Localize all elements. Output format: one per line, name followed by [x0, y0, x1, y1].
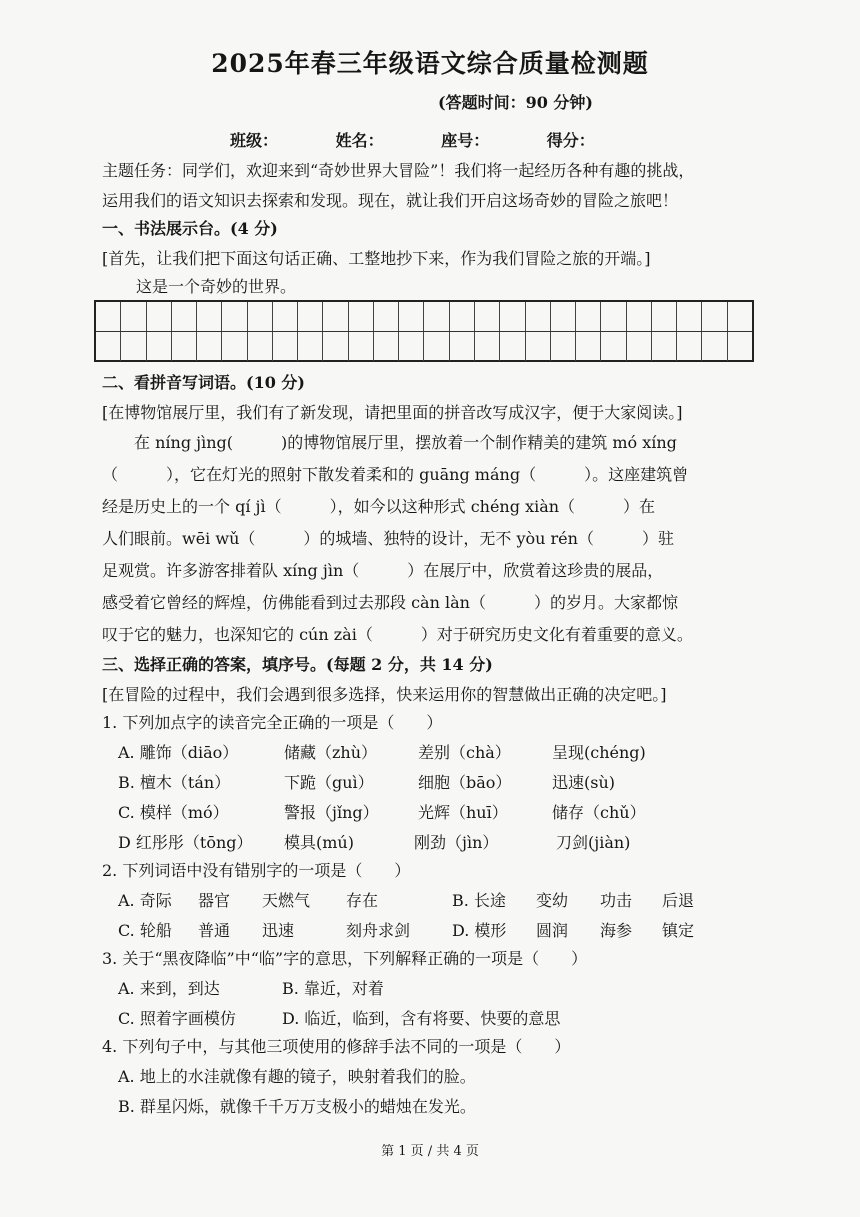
grid-cell[interactable] [374, 302, 399, 331]
q2-option-b-word: 变幼 [536, 891, 569, 910]
q4-option-a: A. 地上的水洼就像有趣的镜子，映射着我们的脸。 [118, 1067, 476, 1086]
q3-option-b: B. 靠近，对着 [282, 979, 384, 998]
q2-option-a: A. 奇际 [118, 891, 172, 910]
seat-field-label: 座号： [441, 131, 490, 150]
intro-line-1: 主题任务：同学们，欢迎来到“奇妙世界大冒险”！我们将一起经历各种有趣的挑战， [102, 161, 695, 180]
q1-option-c-word: 储存（chǔ） [552, 803, 646, 822]
grid-cell[interactable] [197, 332, 222, 361]
grid-cell[interactable] [450, 332, 475, 361]
grid-cell[interactable] [323, 302, 348, 331]
grid-cell[interactable] [627, 302, 652, 331]
grid-cell[interactable] [172, 302, 197, 331]
grid-cell[interactable] [121, 332, 146, 361]
q1-option-d-word: 刀剑(jiàn) [556, 833, 631, 852]
pinyin-passage-line: 叹于它的魅力，也深知它的 cún zài（ ）对于研究历史文化有着重要的意义。 [102, 625, 693, 644]
class-field-label: 班级： [230, 131, 279, 150]
name-field-label: 姓名： [335, 131, 384, 150]
section-2-heading: 二、看拼音写词语。(10 分) [102, 373, 305, 392]
grid-cell[interactable] [576, 332, 601, 361]
question-1-stem: 1. 下列加点字的读音完全正确的一项是（ ） [102, 713, 443, 732]
q2-option-c: C. 轮船 [118, 921, 172, 940]
q2-option-a-word: 存在 [346, 891, 379, 910]
q1-option-d: D 红彤彤（tōng） [118, 833, 253, 852]
grid-cell[interactable] [399, 302, 424, 331]
q1-option-b-word: 迅速(sù) [552, 773, 616, 792]
section-1-instruction: [首先，让我们把下面这句话正确、工整地抄下来，作为我们冒险之旅的开端。] [102, 249, 651, 268]
writing-grid-row [96, 331, 752, 361]
grid-cell[interactable] [601, 332, 626, 361]
q1-option-c-word: 警报（jǐng） [284, 803, 379, 822]
grid-cell[interactable] [147, 302, 172, 331]
grid-cell[interactable] [374, 332, 399, 361]
grid-cell[interactable] [652, 332, 677, 361]
q2-option-d-word: 圆润 [536, 921, 569, 940]
grid-cell[interactable] [500, 302, 525, 331]
grid-cell[interactable] [273, 332, 298, 361]
student-info-row [230, 128, 647, 151]
q3-option-d: D. 临近，临到，含有将要、快要的意思 [282, 1009, 561, 1028]
pinyin-passage-line: 人们眼前。wēi wǔ（ ）的城墙、独特的设计，无不 yòu rén（ ）驻 [102, 529, 674, 548]
grid-cell[interactable] [349, 302, 374, 331]
q1-option-a-word: 呈现(chéng) [552, 743, 646, 762]
grid-cell[interactable] [526, 302, 551, 331]
grid-cell[interactable] [652, 302, 677, 331]
grid-cell[interactable] [424, 302, 449, 331]
q2-option-a-word: 器官 [198, 891, 231, 910]
copy-sentence: 这是一个奇妙的世界。 [136, 277, 297, 296]
pinyin-passage-line: 足观赏。许多游客排着队 xíng jìn（ ）在展厅中，欣赏着这珍贵的展品， [102, 561, 664, 580]
question-3-stem: 3. 关于“黑夜降临”中“临”字的意思，下列解释正确的一项是（ ） [102, 949, 588, 968]
q1-option-a-word: 差别（chà） [418, 743, 511, 762]
q2-option-b-word: 后退 [662, 891, 695, 910]
grid-cell[interactable] [702, 302, 727, 331]
intro-line-2: 运用我们的语文知识去探索和发现。现在，就让我们开启这场奇妙的冒险之旅吧！ [102, 191, 679, 210]
q4-option-b: B. 群星闪烁，就像千千万万支极小的蜡烛在发光。 [118, 1097, 476, 1116]
q2-option-d: D. 模形 [452, 921, 507, 940]
grid-cell[interactable] [702, 332, 727, 361]
q1-option-b-word: 下跪（guì） [284, 773, 374, 792]
grid-cell[interactable] [399, 332, 424, 361]
score-field-label: 得分： [546, 131, 595, 150]
page-title: 2025年春三年级语文综合质量检测题 [211, 49, 649, 78]
grid-cell[interactable] [96, 302, 121, 331]
writing-grid-row [96, 302, 752, 331]
q1-option-a-word: 储藏（zhù） [284, 743, 378, 762]
question-2-stem: 2. 下列词语中没有错别字的一项是（ ） [102, 861, 411, 880]
pinyin-passage-line: （ ），它在灯光的照射下散发着柔和的 guāng máng（ ）。这座建筑曾 [102, 465, 689, 484]
grid-cell[interactable] [475, 332, 500, 361]
grid-cell[interactable] [500, 332, 525, 361]
q2-option-d-word: 海参 [600, 921, 633, 940]
q1-option-a: A. 雕饰（diāo） [118, 743, 239, 762]
q1-option-b-word: 细胞（bāo） [418, 773, 512, 792]
section-3-heading: 三、选择正确的答案，填序号。(每题 2 分，共 14 分) [102, 655, 493, 674]
grid-cell[interactable] [298, 332, 323, 361]
grid-cell[interactable] [627, 332, 652, 361]
grid-cell[interactable] [450, 302, 475, 331]
q2-option-b: B. 长途 [452, 891, 506, 910]
section-1-heading: 一、书法展示台。(4 分) [102, 219, 278, 238]
q3-option-c: C. 照着字画模仿 [118, 1009, 236, 1028]
grid-cell[interactable] [601, 302, 626, 331]
grid-cell[interactable] [728, 332, 752, 361]
grid-cell[interactable] [475, 302, 500, 331]
grid-cell[interactable] [323, 332, 348, 361]
question-4-stem: 4. 下列句子中，与其他三项使用的修辞手法不同的一项是（ ） [102, 1037, 571, 1056]
q1-option-c-word: 光辉（huī） [418, 803, 508, 822]
section-2-instruction: [在博物馆展厅里，我们有了新发现，请把里面的拼音改写成汉字，便于大家阅读。] [102, 403, 683, 422]
section-3-instruction: [在冒险的过程中，我们会遇到很多选择，快来运用你的智慧做出正确的决定吧。] [102, 685, 667, 704]
q1-option-d-word: 模具(mú) [284, 833, 354, 852]
q3-option-a: A. 来到，到达 [118, 979, 220, 998]
grid-cell[interactable] [273, 302, 298, 331]
grid-cell[interactable] [551, 302, 576, 331]
q2-option-c-word: 迅速 [262, 921, 295, 940]
grid-cell[interactable] [551, 332, 576, 361]
q2-option-b-word: 功击 [600, 891, 633, 910]
pinyin-passage-line: 在 níng jìng( )的博物馆展厅里，摆放着一个制作精美的建筑 mó xíng [102, 433, 677, 452]
pinyin-passage-line: 经是历史上的一个 qí jì（ ），如今以这种形式 chéng xiàn（ ）在 [102, 497, 656, 516]
page-footer: 第 1 页 / 共 4 页 [381, 1144, 479, 1159]
q2-option-a-word: 天燃气 [262, 891, 311, 910]
grid-cell[interactable] [248, 302, 273, 331]
grid-cell[interactable] [526, 332, 551, 361]
grid-cell[interactable] [96, 332, 121, 361]
grid-cell[interactable] [728, 302, 752, 331]
pinyin-passage-line: 感受着它曾经的辉煌，仿佛能看到过去那段 càn làn（ ）的岁月。大家都惊 [102, 593, 678, 612]
exam-duration: (答题时间：90 分钟) [438, 93, 593, 112]
grid-cell[interactable] [222, 302, 247, 331]
q2-option-d-word: 镇定 [662, 921, 695, 940]
q2-option-c-word: 刻舟求剑 [346, 921, 411, 940]
grid-cell[interactable] [197, 302, 222, 331]
grid-cell[interactable] [121, 302, 146, 331]
grid-cell[interactable] [147, 332, 172, 361]
q1-option-d-word: 刚劲（jìn） [414, 833, 499, 852]
grid-cell[interactable] [298, 302, 323, 331]
q1-option-b: B. 檀木（tán） [118, 773, 231, 792]
grid-cell[interactable] [677, 302, 702, 331]
grid-cell[interactable] [222, 332, 247, 361]
grid-cell[interactable] [677, 332, 702, 361]
q1-option-c: C. 模样（mó） [118, 803, 229, 822]
grid-cell[interactable] [349, 332, 374, 361]
grid-cell[interactable] [248, 332, 273, 361]
writing-grid[interactable] [94, 300, 754, 362]
grid-cell[interactable] [172, 332, 197, 361]
grid-cell[interactable] [576, 302, 601, 331]
grid-cell[interactable] [424, 332, 449, 361]
q2-option-c-word: 普通 [198, 921, 231, 940]
